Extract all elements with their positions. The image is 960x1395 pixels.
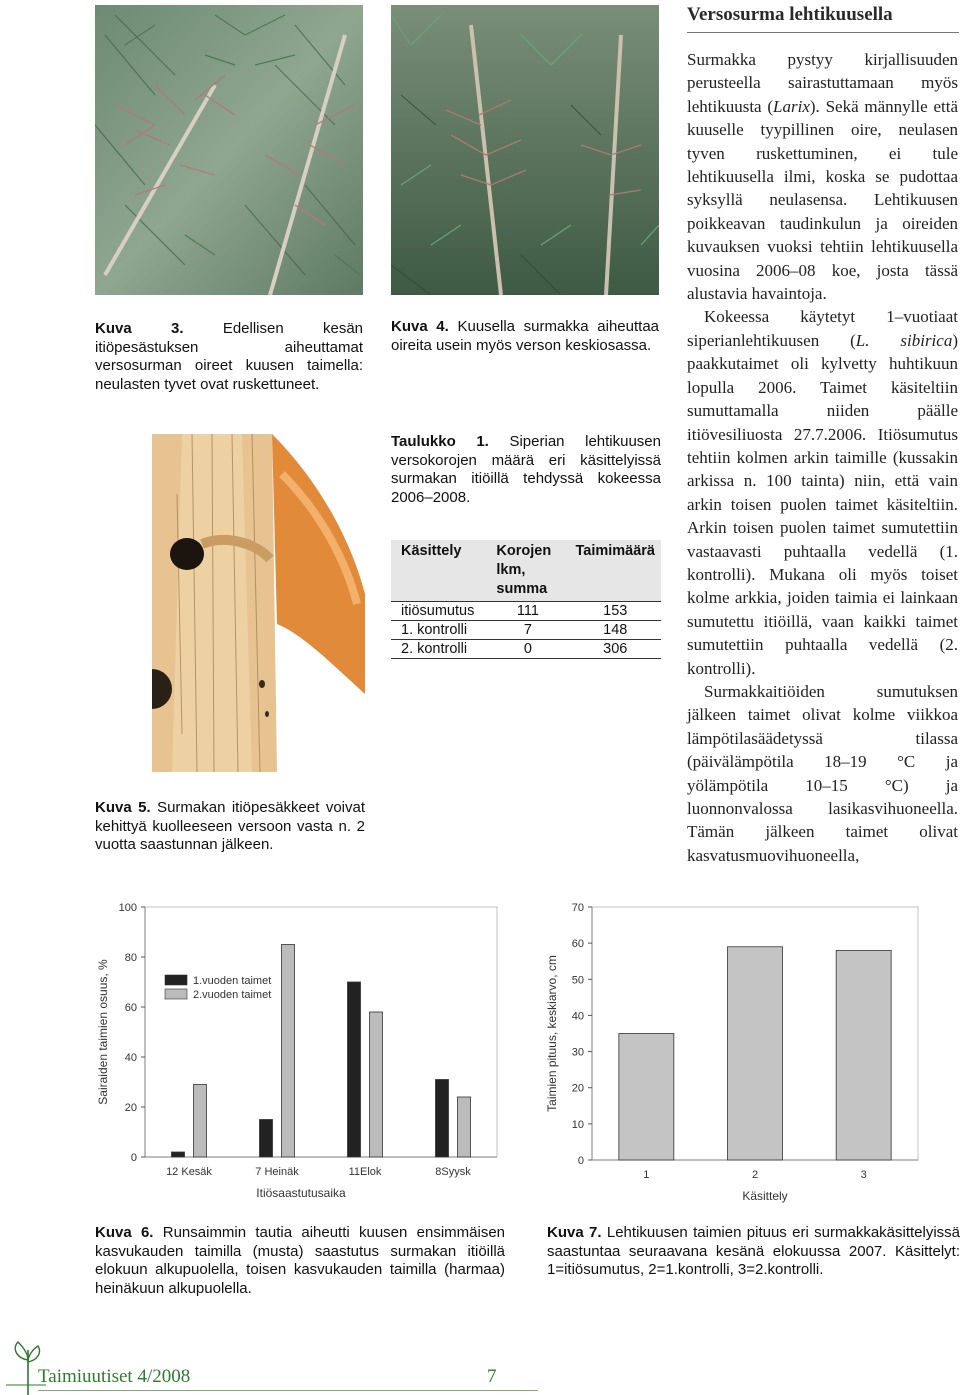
caption-kuva-5 xyxy=(95,799,365,855)
y-tick-label: 60 xyxy=(124,1002,137,1014)
y-tick-label: 70 xyxy=(571,902,584,914)
caption-text: Kuusella surmakka aiheuttaa oireita usein myös verson keskiosassa. xyxy=(391,318,660,354)
y-tick-label: 20 xyxy=(571,1082,584,1095)
latin-name: L. sibirica xyxy=(855,330,953,350)
x-tick-label: 2 xyxy=(751,1169,759,1181)
table-cell-treatment: itiösumutus xyxy=(391,602,486,621)
y-tick-label: 50 xyxy=(571,974,584,987)
legend-label: 2.vuoden taimet xyxy=(193,989,272,1001)
table-header-seedlings: Taimimäärä xyxy=(565,540,661,602)
caption-kuva-7 xyxy=(547,1224,960,1280)
table-cell-seedlings: 148 xyxy=(565,621,661,640)
caption-kuva-3 xyxy=(95,320,363,394)
article-body xyxy=(687,48,958,867)
caption-text: Lehtikuusen taimien pituus eri surmakkakäsittelyissä saastuntaa seuraavana kesänä elokuussa 2007. Käsittelyt: 1=itiösumutus, 2=1.kontrolli, 3=2.kontrolli. xyxy=(547,1224,960,1278)
y-tick-label: 40 xyxy=(124,1052,137,1064)
table-title-text: Siperian lehtikuusen versokorojen määrä eri käsittelyissä surmakan itiöillä tehdyssä kokeessa 2006–2008. xyxy=(391,433,661,506)
table-cell-treatment: 1. kontrolli xyxy=(391,621,486,640)
article-title: Versosurma lehtikuusella xyxy=(687,4,893,25)
y-tick-label: 40 xyxy=(571,1010,584,1023)
chart-bar xyxy=(194,1085,207,1158)
x-axis-label: Itiösaastutusaika xyxy=(256,1186,346,1200)
treatment-table xyxy=(391,540,661,659)
table-title-label: Taulukko 1. xyxy=(391,433,489,450)
chart-bar xyxy=(728,947,783,1160)
caption-kuva-4 xyxy=(391,318,659,355)
table-row xyxy=(391,640,661,659)
x-axis-label: Käsittely xyxy=(742,1189,788,1203)
x-tick-label: 3 xyxy=(860,1169,867,1181)
article-title-rule xyxy=(687,32,959,33)
chart-bar xyxy=(370,1012,383,1157)
publication-name: Taimiuutiset 4/2008 xyxy=(38,1366,191,1387)
chart-bar xyxy=(436,1080,449,1158)
legend-label: 1.vuoden taimet xyxy=(193,975,272,987)
x-tick-label: 12 Kesäk xyxy=(166,1166,212,1178)
table-header-row xyxy=(391,540,661,602)
article-paragraph-1: Surmakka pystyy kirjallisuuden perusteella sairastuttamaan myös lehtikuusta (Larix). Sekä männylle että kuuselle tyypillinen oire, neulasen tyven ruskettuminen, ei tule lehtikuusella ilmi, koska se pudottaa syksyllä neulasensa. Lehtikuusen poikkeavan taudinkulun ja oireiden kuvauksen vuoksi tehtiin lehtikuusella vuosina 2006–08 koe, josta tässä alustavia havaintoja. xyxy=(687,50,958,304)
caption-text: Surmakan itiöpesäkkeet voivat kehittyä kuolleeseen versoon vasta n. 2 vuotta saastunnan jälkeen. xyxy=(95,799,366,853)
photo-spruce-browned-needles xyxy=(95,5,363,295)
table-header-treatment: Käsittely xyxy=(391,540,486,602)
table-cell-count: 111 xyxy=(486,602,565,621)
y-tick-label: 60 xyxy=(571,938,584,951)
table-row xyxy=(391,621,661,640)
photo-spruce-shoot-middle xyxy=(391,5,659,295)
y-tick-label: 20 xyxy=(124,1102,137,1114)
chart-bar xyxy=(619,1034,674,1161)
caption-text: Runsaimmin tautia aiheutti kuusen ensimmäisen kasvukauden taimilla (musta) saastutus surmakan itiöillä elokuun alkupuolella, toisen kasvukauden taimilla (harmaa) heinäkuun alkupuolella. xyxy=(95,1224,506,1297)
table-cell-seedlings: 153 xyxy=(565,602,661,621)
chart-kuva-6-svg xyxy=(95,895,505,1205)
y-axis-label: Sairaiden taimien osuus, % xyxy=(96,959,110,1105)
chart-bar xyxy=(282,945,295,1158)
caption-label: Kuva 5. xyxy=(95,799,151,816)
x-tick-label: 7 Heinäk xyxy=(255,1166,299,1178)
table-row xyxy=(391,602,661,621)
photo-dead-shoot-fruiting-bodies xyxy=(152,434,365,772)
article-paragraph-3: Surmakkaitiöiden sumutuksen jälkeen taimet olivat kolme viikkoa lämpötilasäädetyssä tilassa (päivälämpötila 18–19 °C ja yölämpötila 10–15 °C) ja luonnonvalossa lasikasvihuoneella. Tämän jälkeen taimet olivat kasvatusmuovihuoneella, xyxy=(687,681,958,865)
table-cell-count: 0 xyxy=(486,640,565,659)
footer-rule xyxy=(38,1390,538,1391)
chart-bar xyxy=(348,982,361,1157)
chart-bar xyxy=(260,1120,273,1158)
x-tick-label: 1 xyxy=(643,1169,650,1181)
caption-label: Kuva 7. xyxy=(547,1224,602,1241)
legend-swatch xyxy=(165,989,187,999)
y-tick-label: 30 xyxy=(571,1046,584,1059)
table-cell-count: 7 xyxy=(486,621,565,640)
x-tick-label: 11Elok xyxy=(348,1166,382,1178)
chart-bar xyxy=(836,950,891,1160)
chart-bar xyxy=(458,1097,471,1157)
caption-text: Edellisen kesän itiöpesästuksen aiheuttamat versosurman oireet kuusen taimella: neulasten tyvet ovat ruskettuneet. xyxy=(95,320,364,393)
chart-bar xyxy=(172,1152,185,1157)
latin-name: Larix xyxy=(773,96,810,116)
caption-label: Kuva 6. xyxy=(95,1224,154,1241)
page-number: 7 xyxy=(487,1366,497,1387)
y-axis-label: Taimien pituus, keskiarvo, cm xyxy=(545,955,559,1112)
caption-label: Kuva 3. xyxy=(95,320,184,337)
chart-kuva-7 xyxy=(540,895,940,1210)
caption-label: Kuva 4. xyxy=(391,318,449,335)
y-tick-label: 80 xyxy=(124,952,137,964)
table-cell-treatment: 2. kontrolli xyxy=(391,640,486,659)
y-tick-label: 10 xyxy=(571,1118,584,1131)
caption-kuva-6 xyxy=(95,1224,505,1298)
table-title xyxy=(391,433,661,507)
x-tick-label: 8Syysk xyxy=(435,1166,471,1178)
y-tick-label: 0 xyxy=(577,1155,584,1167)
article-paragraph-2: Kokeessa käytetyt 1–vuotiaat siperianlehtikuusen (L. sibirica) paakkutaimet oli kylvetty huhtikuun lopulla 2006. Taimet käsiteltiin sumuttamalla niiden päälle itiövesiliuosta 27.7.2006. Itiösumutus tehtiin kolmen arkin taimille (kussakin arkissa n. 100 tainta) niin, että vain arkin toisen puolen taimet käsiteltiin. Arkin toisen puolen taimet sumutettiin vastaavasti puhtaalla vedellä (1. kontrolli). Mukana oli myös toiset kolme arkkia, joiden taimia ei lainkaan sumutettu itiöillä, vaan kaikki taimet sumutettiin puhtaalla vedellä (2. kontrolli). xyxy=(687,307,958,678)
chart-kuva-6 xyxy=(95,895,505,1205)
chart-kuva-7-svg xyxy=(540,895,940,1210)
table-header-count: Korojen lkm, summa xyxy=(486,540,565,602)
y-tick-label: 0 xyxy=(130,1152,137,1164)
table-cell-seedlings: 306 xyxy=(565,640,661,659)
y-tick-label: 100 xyxy=(118,902,137,914)
legend-swatch xyxy=(165,975,187,985)
